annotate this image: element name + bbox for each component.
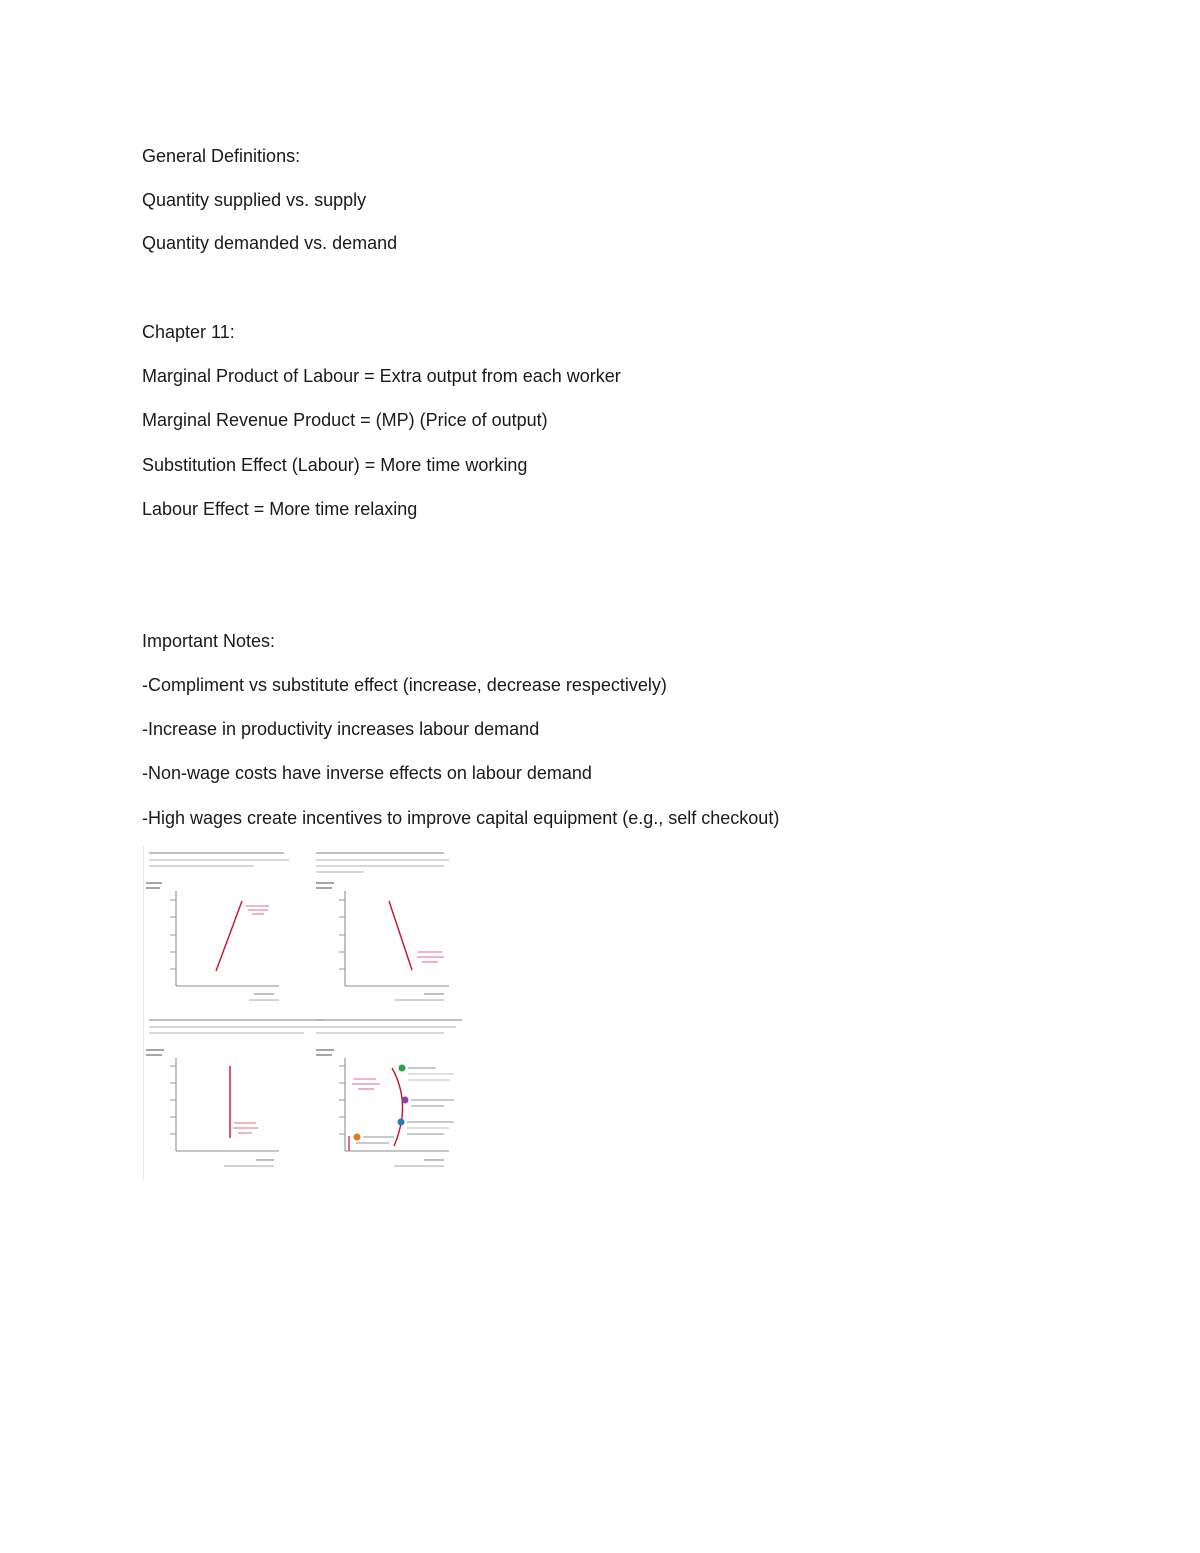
chapter-line: Labour Effect = More time relaxing — [142, 499, 418, 519]
note-line: -Non-wage costs have inverse effects on labour demand — [142, 763, 592, 783]
panel-d — [316, 1050, 454, 1166]
section-heading-notes: Important Notes: — [142, 631, 276, 651]
panel-a — [146, 883, 279, 1000]
definition-line: Quantity demanded vs. demand — [142, 233, 398, 253]
panel-c — [146, 1050, 279, 1166]
chapter-line: Substitution Effect (Labour) = More time working — [142, 455, 528, 475]
caption-text-blur — [149, 853, 462, 1033]
definition-line: Quantity supplied vs. supply — [142, 190, 367, 210]
section-heading-general: General Definitions: — [142, 146, 301, 166]
chapter-line: Marginal Product of Labour = Extra output from each worker — [142, 366, 621, 386]
note-line: -Compliment vs substitute effect (increase, decrease respectively) — [142, 675, 667, 695]
panel-b — [316, 883, 449, 1000]
section-heading-chapter: Chapter 11: — [142, 322, 235, 342]
note-line: -High wages create incentives to improve capital equipment (e.g., self checkout) — [142, 808, 780, 828]
note-line: -Increase in productivity increases labour demand — [142, 719, 540, 739]
labour-supply-panels — [144, 846, 474, 1180]
axis-ticks — [170, 900, 345, 1134]
labour-supply-figure — [143, 846, 474, 1180]
chapter-line: Marginal Revenue Product = (MP) (Price of output) — [142, 410, 548, 430]
